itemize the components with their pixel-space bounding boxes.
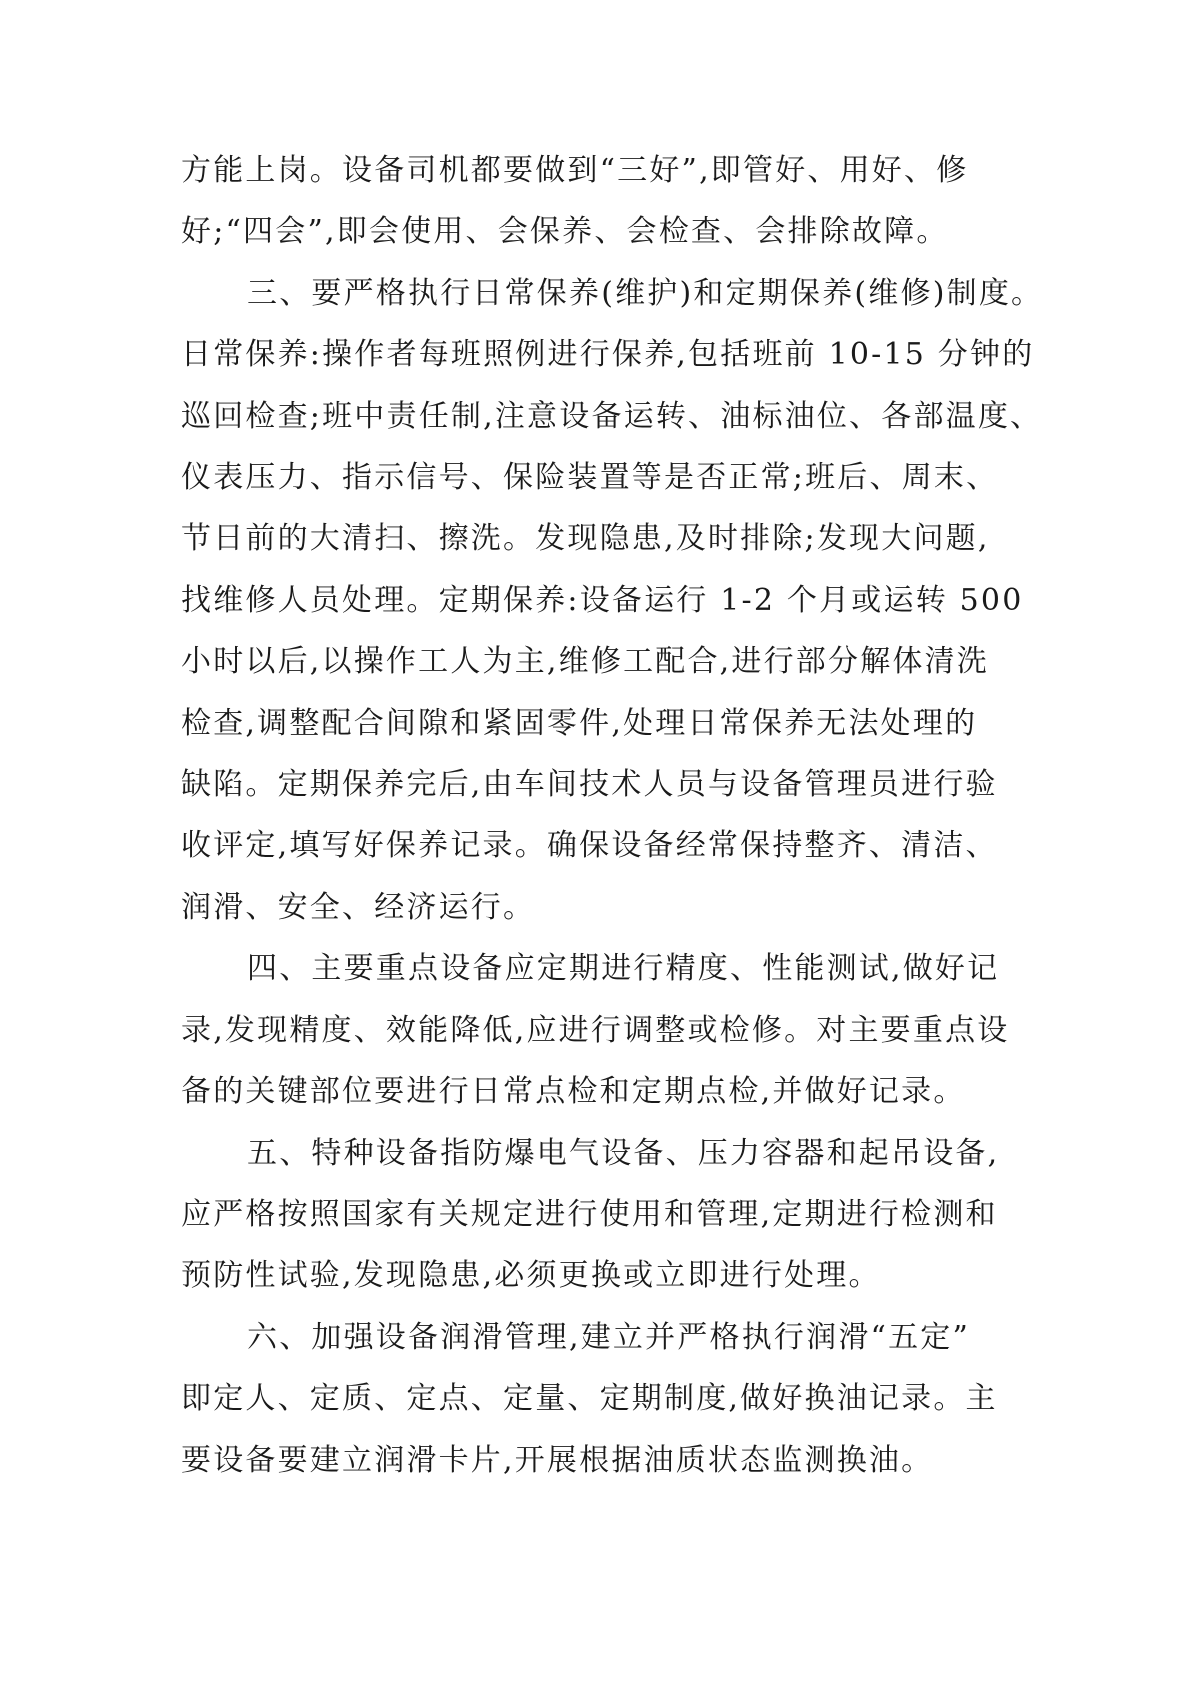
paragraph-2-line-6: 找维修人员处理。定期保养:设备运行 1-2 个月或运转 500 [181,582,1024,618]
paragraph-2-line-7: 小时以后,以操作工人为主,维修工配合,进行部分解体清洗 [181,644,990,680]
paragraph-2-line-8: 检查,调整配合间隙和紧固零件,处理日常保养无法处理的 [181,705,978,741]
document-body [181,140,1044,1491]
paragraph-4-line-1: 五、特种设备指防爆电气设备、压力容器和起吊设备, [247,1135,1000,1171]
paragraph-5-line-1: 六、加强设备润滑管理,建立并严格执行润滑“五定” [247,1319,971,1355]
paragraph-3-line-3: 备的关键部位要进行日常点检和定期点检,并做好记录。 [181,1074,966,1110]
paragraph-2-line-4: 仪表压力、指示信号、保险装置等是否正常;班后、周末、 [181,460,999,496]
paragraph-2-line-3: 巡回检查;班中责任制,注意设备运转、油标油位、各部温度、 [181,398,1043,434]
paragraph-2 [181,263,1044,938]
paragraph-1 [181,140,1016,263]
paragraph-5-line-3: 要设备要建立润滑卡片,开展根据油质状态监测换油。 [181,1442,934,1478]
paragraph-3-line-1: 四、主要重点设备应定期进行精度、性能测试,做好记 [247,951,1000,987]
paragraph-1-line-2: 好;“四会”,即会使用、会保养、会检查、会排除故障。 [181,214,949,250]
paragraph-5-line-2: 即定人、定质、定点、定量、定期制度,做好换油记录。主 [181,1381,998,1417]
paragraph-2-line-9: 缺陷。定期保养完后,由车间技术人员与设备管理员进行验 [181,767,998,803]
paragraph-2-line-2: 日常保养:操作者每班照例进行保养,包括班前 10-15 分钟的 [181,337,1035,373]
paragraph-2-line-10: 收评定,填写好保养记录。确保设备经常保持整齐、清洁、 [181,828,998,864]
paragraph-4-line-2: 应严格按照国家有关规定进行使用和管理,定期进行检测和 [181,1196,998,1232]
paragraph-2-line-1: 三、要严格执行日常保养(维护)和定期保养(维修)制度。 [247,275,1044,311]
paragraph-3 [181,938,1016,1122]
paragraph-4 [181,1123,1016,1307]
paragraph-1-line-1: 方能上岗。设备司机都要做到“三好”,即管好、用好、修 [181,153,969,188]
paragraph-2-line-11: 润滑、安全、经济运行。 [181,889,536,925]
paragraph-3-line-2: 录,发现精度、效能降低,应进行调整或检修。对主要重点设 [181,1012,1010,1048]
paragraph-4-line-3: 预防性试验,发现隐患,必须更换或立即进行处理。 [181,1258,881,1294]
paragraph-2-line-5: 节日前的大清扫、擦洗。发现隐患,及时排除;发现大问题, [181,521,990,557]
paragraph-5 [181,1307,1016,1491]
